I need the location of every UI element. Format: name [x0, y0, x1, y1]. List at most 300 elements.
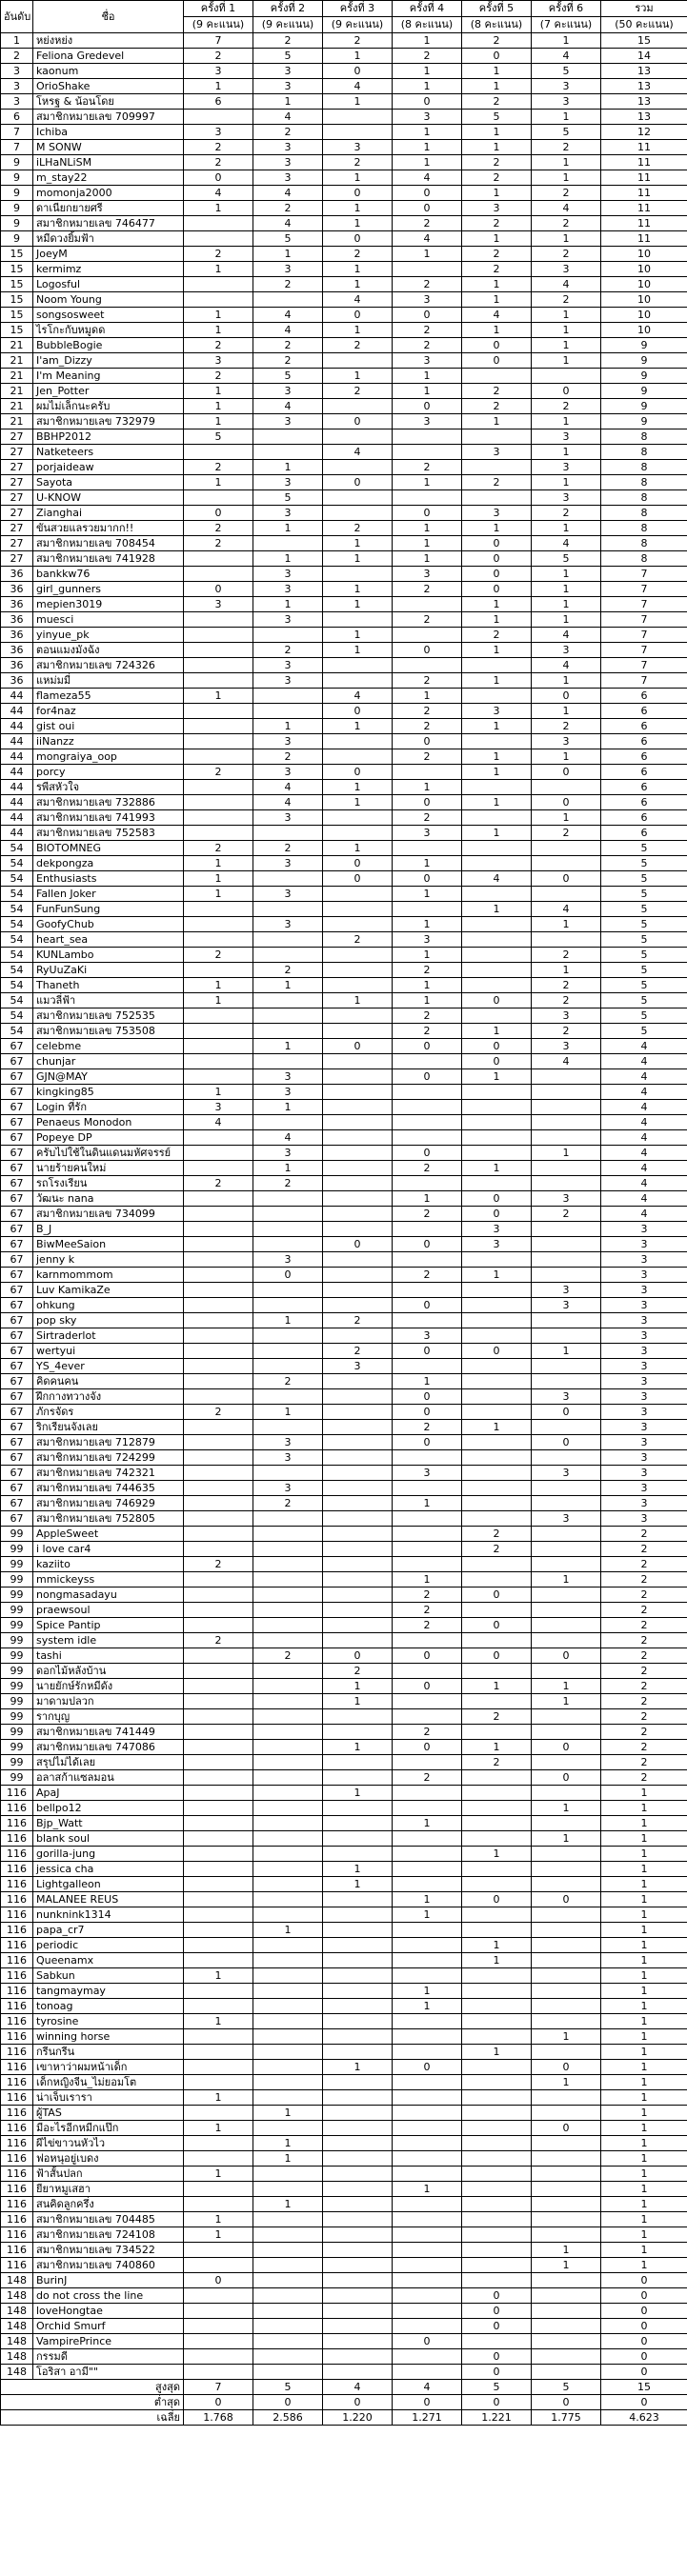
- round-2-cell: [253, 2029, 323, 2045]
- round-4-cell: [393, 2106, 462, 2121]
- table-row: [1, 1191, 687, 1207]
- round-2-cell: 3: [253, 612, 323, 628]
- summary-round-5-cell: 5: [462, 2380, 532, 2395]
- total-cell: 4: [601, 1176, 687, 1191]
- rank-cell: 116: [1, 2212, 33, 2227]
- round-2-cell: 3: [253, 155, 323, 170]
- total-cell: 7: [601, 628, 687, 643]
- rank-cell: 116: [1, 1953, 33, 1968]
- round-1-cell: [184, 2349, 253, 2365]
- round-3-cell: [323, 490, 393, 506]
- round-5-cell: [462, 1100, 532, 1115]
- round-5-cell: [462, 2212, 532, 2227]
- rank-cell: 116: [1, 1862, 33, 1877]
- round-2-cell: 5: [253, 231, 323, 247]
- round-4-cell: 1: [393, 79, 462, 94]
- round-5-cell: [462, 1511, 532, 1527]
- rank-cell: 99: [1, 1740, 33, 1755]
- total-cell: 1: [601, 1892, 687, 1907]
- round-3-cell: [323, 1298, 393, 1313]
- round-5-cell: 1: [462, 231, 532, 247]
- round-2-cell: [253, 1725, 323, 1740]
- round-3-cell: [323, 1146, 393, 1161]
- round-4-cell: [393, 2273, 462, 2288]
- rank-cell: 36: [1, 643, 33, 658]
- round-3-cell: [323, 2121, 393, 2136]
- round-6-cell: [532, 2090, 601, 2106]
- name-cell: Enthusiasts: [33, 871, 184, 887]
- round-3-cell: 4: [323, 292, 393, 308]
- round-2-cell: [253, 1466, 323, 1481]
- name-cell: สมาชิกหมายเลข 747086: [33, 1740, 184, 1755]
- round-3-cell: [323, 2167, 393, 2182]
- round-4-cell: [393, 658, 462, 673]
- round-4-cell: 2: [393, 1161, 462, 1176]
- round-3-cell: [323, 1542, 393, 1557]
- round-6-cell: 1: [532, 1801, 601, 1816]
- table-row: [1, 292, 687, 308]
- round-6-cell: 1: [532, 1679, 601, 1694]
- table-row: [1, 1786, 687, 1801]
- round-6-cell: 0: [532, 1435, 601, 1450]
- round-6-cell: [532, 2045, 601, 2060]
- total-cell: 7: [601, 643, 687, 658]
- round-3-cell: [323, 1420, 393, 1435]
- round-2-cell: [253, 628, 323, 643]
- name-cell: M SONW: [33, 140, 184, 155]
- round-3-cell: [323, 1328, 393, 1344]
- table-row: [1, 1176, 687, 1191]
- round-3-cell: [323, 1968, 393, 1984]
- total-cell: 4: [601, 1085, 687, 1100]
- round-6-cell: 3: [532, 1389, 601, 1405]
- round-1-cell: 1: [184, 856, 253, 871]
- round-6-cell: [532, 1877, 601, 1892]
- rank-cell: 116: [1, 1907, 33, 1923]
- table-row: [1, 1968, 687, 1984]
- round-6-cell: [532, 369, 601, 384]
- total-cell: 9: [601, 384, 687, 399]
- rank-cell: 116: [1, 2075, 33, 2090]
- round-4-cell: 1: [393, 140, 462, 155]
- round-1-cell: [184, 1374, 253, 1389]
- name-cell: มาดามปลวก: [33, 1694, 184, 1709]
- table-row: [1, 231, 687, 247]
- round-1-cell: [184, 292, 253, 308]
- round-4-cell: 1: [393, 887, 462, 902]
- rank-cell: 67: [1, 1130, 33, 1146]
- round-4-cell: [393, 597, 462, 612]
- round-4-cell: 1: [393, 521, 462, 536]
- round-3-cell: 0: [323, 1648, 393, 1664]
- table-row: [1, 795, 687, 810]
- rank-cell: 116: [1, 1999, 33, 2014]
- round-5-cell: [462, 1557, 532, 1572]
- table-row: [1, 551, 687, 567]
- round-4-cell: [393, 1176, 462, 1191]
- rank-cell: 99: [1, 1542, 33, 1557]
- round-1-cell: [184, 749, 253, 765]
- table-row: [1, 1268, 687, 1283]
- round-3-cell: 2: [323, 1313, 393, 1328]
- rank-cell: 54: [1, 932, 33, 948]
- total-cell: 1: [601, 1923, 687, 1938]
- round-3-cell: [323, 1069, 393, 1085]
- round-6-cell: [532, 1557, 601, 1572]
- round-3-cell: [323, 1405, 393, 1420]
- rank-cell: 67: [1, 1496, 33, 1511]
- round-2-cell: 5: [253, 490, 323, 506]
- round-3-cell: [323, 1892, 393, 1907]
- total-cell: 8: [601, 445, 687, 460]
- round-5-cell: [462, 1968, 532, 1984]
- name-cell: ภักรจัดร: [33, 1405, 184, 1420]
- rank-cell: 116: [1, 2029, 33, 2045]
- round-5-cell: [462, 1298, 532, 1313]
- round-3-cell: 0: [323, 856, 393, 871]
- name-cell: ฝึกกางทวางจัง: [33, 1389, 184, 1405]
- table-row: [1, 2182, 687, 2197]
- round-2-cell: [253, 1024, 323, 1039]
- name-cell: iiNanzz: [33, 734, 184, 749]
- round-3-cell: 0: [323, 64, 393, 79]
- rank-cell: 15: [1, 277, 33, 292]
- name-cell: ตอนแมงมังฉัง: [33, 643, 184, 658]
- total-cell: 1: [601, 2197, 687, 2212]
- round-2-cell: 3: [253, 658, 323, 673]
- round-1-cell: [184, 2106, 253, 2121]
- round-2-cell: [253, 1283, 323, 1298]
- rank-cell: 9: [1, 186, 33, 201]
- round-2-cell: 2: [253, 277, 323, 292]
- name-cell: ผู้TAS: [33, 2106, 184, 2121]
- table-row: [1, 1633, 687, 1648]
- table-row: [1, 1283, 687, 1298]
- name-cell: I'm Meaning: [33, 369, 184, 384]
- name-cell: สมาชิกหมายเลข 746477: [33, 216, 184, 231]
- round-5-cell: [462, 1130, 532, 1146]
- round-3-cell: [323, 1176, 393, 1191]
- round-4-cell: 0: [393, 734, 462, 749]
- round-3-cell: [323, 1709, 393, 1725]
- total-cell: 5: [601, 978, 687, 993]
- round-6-cell: [532, 1420, 601, 1435]
- round-3-cell: 0: [323, 308, 393, 323]
- total-cell: 5: [601, 902, 687, 917]
- round-6-cell: 4: [532, 1054, 601, 1069]
- round-1-cell: [184, 1740, 253, 1755]
- round-6-cell: 3: [532, 429, 601, 445]
- name-cell: สมาชิกหมายเลข 709997: [33, 110, 184, 125]
- rank-cell: 27: [1, 490, 33, 506]
- total-cell: 11: [601, 140, 687, 155]
- round-4-cell: 1: [393, 125, 462, 140]
- round-5-cell: 1: [462, 1740, 532, 1755]
- table-row: [1, 1085, 687, 1100]
- rank-cell: 99: [1, 1588, 33, 1603]
- round-3-cell: [323, 1755, 393, 1770]
- rank-cell: 67: [1, 1222, 33, 1237]
- round-4-cell: [393, 1633, 462, 1648]
- total-cell: 7: [601, 582, 687, 597]
- name-cell: โอริสา อามี"": [33, 2365, 184, 2380]
- round-3-cell: [323, 460, 393, 475]
- round-4-cell: [393, 2227, 462, 2243]
- round-2-cell: 1: [253, 521, 323, 536]
- round-1-cell: [184, 2288, 253, 2304]
- total-cell: 10: [601, 308, 687, 323]
- round-3-cell: [323, 1115, 393, 1130]
- round-2-cell: 3: [253, 506, 323, 521]
- round-2-cell: [253, 1298, 323, 1313]
- round-1-cell: 5: [184, 429, 253, 445]
- round-2-cell: 3: [253, 414, 323, 429]
- table-row: [1, 1146, 687, 1161]
- rank-cell: 67: [1, 1389, 33, 1405]
- round-4-cell: 1: [393, 1816, 462, 1831]
- rank-cell: 15: [1, 308, 33, 323]
- round-3-cell: [323, 1252, 393, 1268]
- round-6-cell: 4: [532, 277, 601, 292]
- round-6-cell: 1: [532, 1146, 601, 1161]
- rank-cell: 116: [1, 1877, 33, 1892]
- round-3-cell: [323, 567, 393, 582]
- round-1-cell: [184, 795, 253, 810]
- round-2-cell: 1: [253, 2106, 323, 2121]
- round-4-cell: [393, 1877, 462, 1892]
- round-6-cell: [532, 2365, 601, 2380]
- round-6-cell: 1: [532, 597, 601, 612]
- round-6-cell: [532, 2227, 601, 2243]
- total-cell: 1: [601, 1786, 687, 1801]
- total-cell: 3: [601, 1328, 687, 1344]
- name-cell: Queenamx: [33, 1953, 184, 1968]
- round-3-cell: 0: [323, 186, 393, 201]
- round-5-cell: [462, 734, 532, 749]
- round-5-cell: [462, 2060, 532, 2075]
- round-4-cell: [393, 1709, 462, 1725]
- round-4-cell: 2: [393, 338, 462, 353]
- round-6-cell: 3: [532, 1511, 601, 1527]
- table-row: [1, 871, 687, 887]
- round-1-cell: [184, 1207, 253, 1222]
- total-cell: 1: [601, 2045, 687, 2060]
- round-6-cell: 2: [532, 948, 601, 963]
- round-1-cell: [184, 917, 253, 932]
- round-2-cell: 4: [253, 399, 323, 414]
- round-5-cell: [462, 1008, 532, 1024]
- table-row: [1, 1405, 687, 1420]
- round-1-cell: 2: [184, 140, 253, 155]
- round-3-cell: 1: [323, 582, 393, 597]
- name-cell: Noom Young: [33, 292, 184, 308]
- round-1-cell: 1: [184, 871, 253, 887]
- table-row: [1, 902, 687, 917]
- round-4-cell: 0: [393, 1405, 462, 1420]
- name-cell: สมาชิกหมายเลข 742321: [33, 1466, 184, 1481]
- round-5-cell: 0: [462, 2288, 532, 2304]
- round-2-cell: [253, 2334, 323, 2349]
- total-cell: 11: [601, 170, 687, 186]
- table-row: [1, 353, 687, 369]
- round-5-cell: 1: [462, 1679, 532, 1694]
- total-cell: 8: [601, 506, 687, 521]
- round-1-cell: [184, 1999, 253, 2014]
- round-3-cell: 1: [323, 1740, 393, 1755]
- round-2-cell: 2: [253, 1496, 323, 1511]
- round-2-cell: [253, 2121, 323, 2136]
- round-3-cell: [323, 1618, 393, 1633]
- round-6-cell: [532, 2167, 601, 2182]
- total-cell: 6: [601, 826, 687, 841]
- round-1-cell: 3: [184, 1100, 253, 1115]
- round-3-cell: [323, 429, 393, 445]
- total-cell: 0: [601, 2288, 687, 2304]
- round-4-cell: [393, 2075, 462, 2090]
- round-5-cell: 1: [462, 323, 532, 338]
- table-row: [1, 1252, 687, 1268]
- total-cell: 5: [601, 917, 687, 932]
- round-4-cell: 1: [393, 384, 462, 399]
- round-4-cell: 1: [393, 993, 462, 1008]
- round-6-cell: [532, 1755, 601, 1770]
- rank-cell: 54: [1, 902, 33, 917]
- round-4-cell: 0: [393, 1298, 462, 1313]
- round-1-cell: [184, 1069, 253, 1085]
- round-5-cell: 5: [462, 110, 532, 125]
- table-row: [1, 490, 687, 506]
- round-1-cell: 3: [184, 597, 253, 612]
- round-6-cell: [532, 1222, 601, 1237]
- round-5-cell: [462, 1328, 532, 1344]
- name-cell: คิดคนคน: [33, 1374, 184, 1389]
- round-6-cell: 1: [532, 810, 601, 826]
- round-3-cell: 1: [323, 628, 393, 643]
- total-cell: 2: [601, 1633, 687, 1648]
- round-6-cell: 5: [532, 64, 601, 79]
- name-cell: momonja2000: [33, 186, 184, 201]
- round-4-cell: [393, 1100, 462, 1115]
- round-6-cell: 4: [532, 658, 601, 673]
- round-5-cell: 1: [462, 795, 532, 810]
- round-2-cell: [253, 948, 323, 963]
- round-1-cell: [184, 1877, 253, 1892]
- round-3-cell: 1: [323, 1694, 393, 1709]
- round-4-cell: 0: [393, 643, 462, 658]
- round-5-cell: [462, 1085, 532, 1100]
- name-cell: kingking85: [33, 1085, 184, 1100]
- round-6-cell: 2: [532, 1207, 601, 1222]
- round-3-cell: [323, 2319, 393, 2334]
- round-2-cell: 4: [253, 186, 323, 201]
- name-cell: RyUuZaKi: [33, 963, 184, 978]
- name-cell: JoeyM: [33, 247, 184, 262]
- round-2-cell: 3: [253, 262, 323, 277]
- round-3-cell: [323, 673, 393, 689]
- round-1-cell: [184, 1755, 253, 1770]
- rank-cell: 21: [1, 353, 33, 369]
- round-3-cell: [323, 1557, 393, 1572]
- name-cell: Feliona Gredevel: [33, 49, 184, 64]
- name-cell: tonoag: [33, 1999, 184, 2014]
- round-4-cell: 1: [393, 1892, 462, 1907]
- round-5-cell: [462, 1146, 532, 1161]
- rank-cell: 36: [1, 628, 33, 643]
- table-row: [1, 2121, 687, 2136]
- total-cell: 5: [601, 993, 687, 1008]
- total-cell: 4: [601, 1100, 687, 1115]
- table-row: [1, 2334, 687, 2349]
- round-5-cell: 1: [462, 673, 532, 689]
- round-3-cell: [323, 1496, 393, 1511]
- table-row: [1, 1984, 687, 1999]
- round-5-cell: [462, 1786, 532, 1801]
- round-2-cell: [253, 536, 323, 551]
- rank-cell: 67: [1, 1100, 33, 1115]
- summary-round-2-cell: 5: [253, 2380, 323, 2395]
- round-5-cell: 1: [462, 414, 532, 429]
- round-6-cell: [532, 1252, 601, 1268]
- round-5-cell: 1: [462, 612, 532, 628]
- round-1-cell: 0: [184, 170, 253, 186]
- total-cell: 1: [601, 1831, 687, 1847]
- round-4-cell: 3: [393, 932, 462, 948]
- round-5-cell: 1: [462, 765, 532, 780]
- round-3-cell: 1: [323, 277, 393, 292]
- round-1-cell: [184, 1420, 253, 1435]
- round-1-cell: [184, 1542, 253, 1557]
- total-cell: 3: [601, 1252, 687, 1268]
- rank-cell: 54: [1, 948, 33, 963]
- round-5-cell: 3: [462, 506, 532, 521]
- round-3-cell: [323, 506, 393, 521]
- name-cell: ผีไข่ขาวนหัวไว: [33, 2136, 184, 2151]
- name-cell: nongmasadayu: [33, 1588, 184, 1603]
- round-1-cell: 1: [184, 2212, 253, 2227]
- round-5-cell: [462, 841, 532, 856]
- table-row: [1, 1892, 687, 1907]
- round-1-cell: 6: [184, 94, 253, 110]
- round-1-cell: 2: [184, 460, 253, 475]
- round-1-cell: [184, 2060, 253, 2075]
- round-4-cell: 2: [393, 1618, 462, 1633]
- rank-cell: 27: [1, 521, 33, 536]
- round-4-cell: 4: [393, 231, 462, 247]
- round-6-cell: 1: [532, 1694, 601, 1709]
- rank-cell: 99: [1, 1709, 33, 1725]
- name-cell: winning horse: [33, 2029, 184, 2045]
- round-1-cell: [184, 231, 253, 247]
- round-5-cell: 0: [462, 1588, 532, 1603]
- round-5-cell: [462, 1603, 532, 1618]
- name-cell: gorilla-jung: [33, 1847, 184, 1862]
- rank-cell: 116: [1, 1984, 33, 1999]
- name-cell: BBHP2012: [33, 429, 184, 445]
- round-3-cell: [323, 1450, 393, 1466]
- table-row: [1, 1207, 687, 1222]
- rank-cell: 116: [1, 2060, 33, 2075]
- round-6-cell: [532, 1130, 601, 1146]
- round-5-cell: [462, 2227, 532, 2243]
- total-cell: 1: [601, 2014, 687, 2029]
- round-1-cell: [184, 1511, 253, 1527]
- table-row: [1, 2243, 687, 2258]
- rank-cell: 67: [1, 1085, 33, 1100]
- round-2-cell: 3: [253, 79, 323, 94]
- round-3-cell: [323, 1984, 393, 1999]
- round-3-cell: [323, 2304, 393, 2319]
- table-row: [1, 1344, 687, 1359]
